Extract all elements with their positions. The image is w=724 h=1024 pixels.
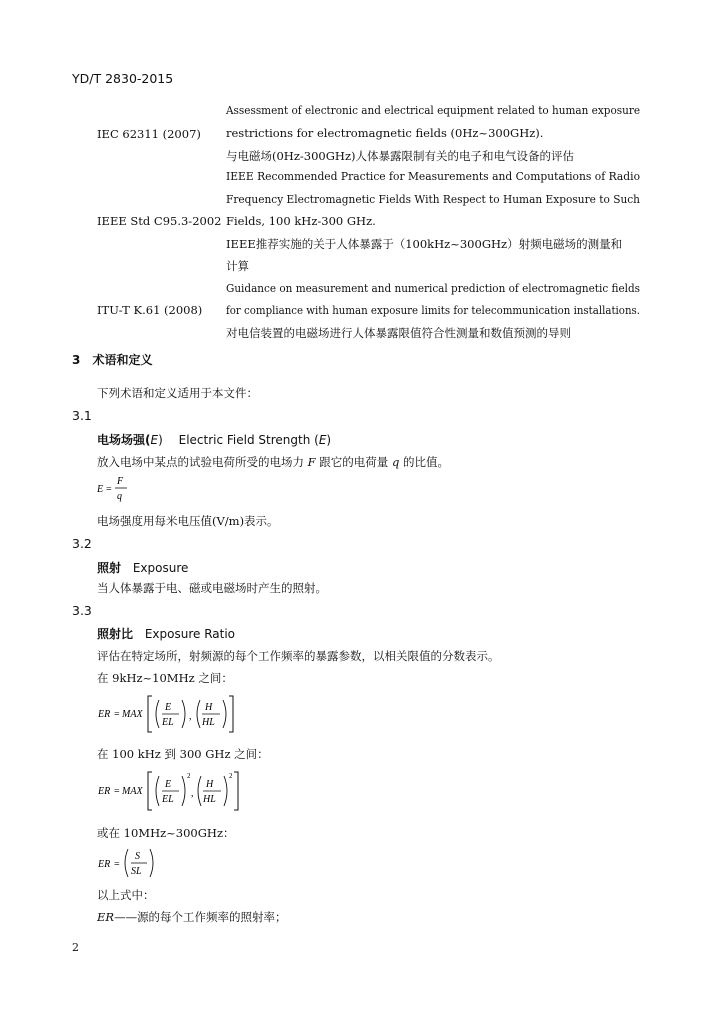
section-number: 3 [72, 353, 81, 367]
reference-code: IEEE Std C95.3-2002 [97, 214, 222, 228]
term-en: Exposure [132, 561, 189, 575]
reference-code: ITU-T K.61 (2008) [97, 303, 203, 317]
right-paren [223, 700, 226, 728]
reference-line: Frequency Electromagnetic Fields With Respect to Human Exposure to Such [226, 192, 640, 206]
force-symbol: F [307, 455, 316, 469]
clause-definition: 评估在特定场所，射频源的每个工作频率的暴露参数，以相关限值的分数表示。 [97, 649, 500, 663]
variable-symbol: ER [97, 910, 115, 924]
document-code: YD/T 2830-2015 [72, 71, 174, 86]
numerator-e: E [165, 779, 172, 790]
clause-number: 3.2 [72, 536, 92, 551]
formula-lhs: E [97, 484, 104, 495]
numerator-s: S [135, 851, 140, 862]
term-cn: 照射比 [97, 627, 134, 641]
exponent: 2 [187, 772, 191, 780]
left-bracket [148, 772, 152, 810]
formula-denominator: q [117, 491, 122, 502]
reference-line: IEEE推荐实施的关于人体暴露于（100kHz~300GHz）射频电磁场的测量和 [226, 237, 623, 251]
term-close: ) [158, 433, 163, 447]
numerator-h: H [205, 702, 213, 713]
reference-line: 与电磁场(0Hz-300GHz)人体暴露限制有关的电子和电气设备的评估 [226, 149, 574, 163]
left-paren [156, 776, 159, 806]
formula-equals: = [106, 484, 112, 495]
formula-comma: , [191, 788, 194, 799]
clause-term [97, 431, 331, 448]
left-paren [197, 700, 200, 728]
formula-power-density-ratio [95, 845, 175, 881]
denominator-el: EL [162, 717, 174, 728]
denominator-hl: HL [203, 794, 216, 805]
left-paren [125, 849, 128, 877]
range-label: 或在 10MHz~300GHz： [97, 826, 235, 840]
left-paren [156, 700, 159, 728]
variable-definition [97, 909, 287, 925]
formula-lhs: ER [98, 709, 111, 720]
reference-line: Fields, 100 kHz-300 GHz. [226, 214, 376, 228]
formula-lhs: ER [98, 859, 111, 870]
clause-term [97, 625, 235, 642]
reference-line: restrictions for electromagnetic fields (0Hz~300GHz). [226, 126, 544, 140]
clause-number: 3.1 [72, 408, 92, 423]
range-label: 在 9kHz~10MHz 之间： [97, 671, 233, 685]
exponent: 2 [229, 772, 233, 780]
reference-code: IEC 62311 (2007) [97, 127, 201, 141]
formula-max: MAX [122, 786, 143, 797]
reference-line: IEEE Recommended Practice for Measurements and Computations of Radio [226, 169, 641, 183]
formula-max: MAX [122, 709, 143, 720]
formula-lhs: ER [98, 786, 111, 797]
right-paren [224, 776, 227, 806]
left-bracket [148, 696, 152, 732]
term-en: Electric Field Strength ( [178, 433, 319, 447]
reference-line: Guidance on measurement and numerical prediction of electromagnetic fields [226, 281, 641, 295]
term-cn: 照射 [97, 561, 122, 575]
term-symbol: E [150, 433, 159, 447]
clause-term [97, 559, 188, 576]
right-bracket [229, 696, 233, 732]
left-paren [198, 776, 201, 806]
formula-exposure-ratio-squared [95, 766, 255, 814]
page-number: 2 [72, 941, 79, 954]
where-label: 以上式中： [97, 888, 155, 902]
term-cn: 电场场强( [97, 433, 151, 447]
formula-equals: = [114, 786, 120, 797]
denominator-sl: SL [131, 866, 142, 877]
denominator-hl: HL [202, 717, 215, 728]
reference-line: Assessment of electronic and electrical equipment related to human exposure [226, 103, 641, 117]
formula-numerator: F [117, 476, 124, 487]
variable-description: ——源的每个工作频率的照射率； [114, 910, 287, 924]
formula-equals: = [114, 859, 120, 870]
formula-exposure-ratio-low [95, 690, 255, 736]
term-en-close: ) [326, 433, 332, 447]
section-title: 术语和定义 [92, 353, 153, 367]
charge-symbol: q [391, 455, 400, 469]
denominator-el: EL [162, 794, 174, 805]
reference-line: for compliance with human exposure limits for telecommunication installations. [226, 303, 641, 317]
formula-e-field [97, 472, 157, 506]
definition-text: 放入电场中某点的试验电荷所受的电场力 [97, 455, 308, 469]
right-bracket [234, 772, 238, 810]
definition-text: 的比值。 [399, 455, 449, 469]
numerator-h: H [206, 779, 214, 790]
term-en-symbol: E [318, 433, 327, 447]
unit-text: 电场强度用每米电压值(V/m)表示。 [97, 514, 279, 528]
section-intro: 下列术语和定义适用于本文件： [97, 386, 258, 400]
right-paren [182, 776, 185, 806]
right-paren [150, 849, 153, 877]
reference-line: 计算 [226, 259, 249, 273]
definition-text: 跟它的电荷量 [315, 455, 392, 469]
clause-definition [97, 454, 449, 470]
numerator-e: E [165, 702, 172, 713]
term-en: Exposure Ratio [144, 627, 236, 641]
formula-comma: , [189, 711, 192, 722]
clause-number: 3.3 [72, 603, 92, 618]
formula-equals: = [114, 709, 120, 720]
section-heading [72, 351, 153, 368]
range-label: 在 100 kHz 到 300 GHz 之间： [97, 747, 269, 761]
reference-line: 对电信装置的电磁场进行人体暴露限值符合性测量和数值预测的导则 [226, 326, 571, 340]
clause-definition: 当人体暴露于电、磁或电磁场时产生的照射。 [97, 581, 327, 595]
right-paren [182, 700, 185, 728]
